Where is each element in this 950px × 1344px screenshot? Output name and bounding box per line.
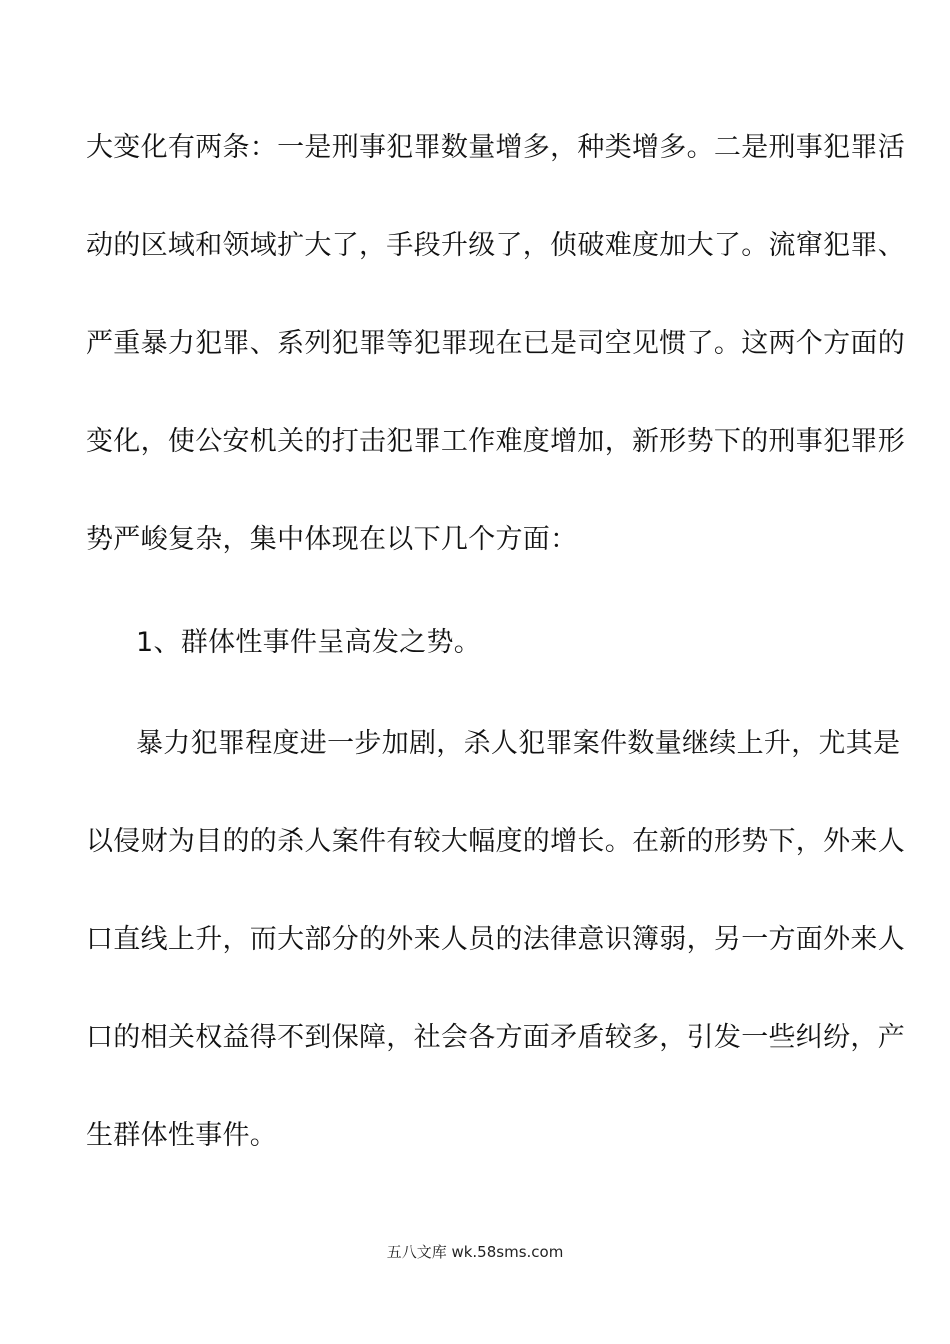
section-heading: 1、群体性事件呈高发之势。	[136, 627, 482, 658]
paragraph-1-line-4: 变化，使公安机关的打击犯罪工作难度增加，新形势下的刑事犯罪形	[86, 426, 905, 457]
paragraph-2-line-3: 口直线上升，而大部分的外来人员的法律意识簿弱，另一方面外来人	[86, 924, 905, 955]
paragraph-1-line-1: 大变化有两条：一是刑事犯罪数量增多，种类增多。二是刑事犯罪活	[86, 132, 905, 163]
paragraph-2-line-2: 以侵财为目的的杀人案件有较大幅度的增长。在新的形势下，外来人	[86, 826, 905, 857]
page-footer-watermark: 五八文库 wk.58sms.com	[386, 1243, 564, 1261]
paragraph-2-line-4: 口的相关权益得不到保障，社会各方面矛盾较多，引发一些纠纷，产	[86, 1022, 905, 1053]
paragraph-2-line-5: 生群体性事件。	[86, 1120, 278, 1151]
paragraph-1-line-5: 势严峻复杂，集中体现在以下几个方面：	[86, 524, 578, 555]
paragraph-1-line-3: 严重暴力犯罪、系列犯罪等犯罪现在已是司空见惯了。这两个方面的	[86, 328, 905, 359]
paragraph-1-line-2: 动的区域和领域扩大了，手段升级了，侦破难度加大了。流窜犯罪、	[86, 230, 905, 261]
paragraph-2-line-1: 暴力犯罪程度进一步加剧，杀人犯罪案件数量继续上升，尤其是	[136, 728, 901, 759]
